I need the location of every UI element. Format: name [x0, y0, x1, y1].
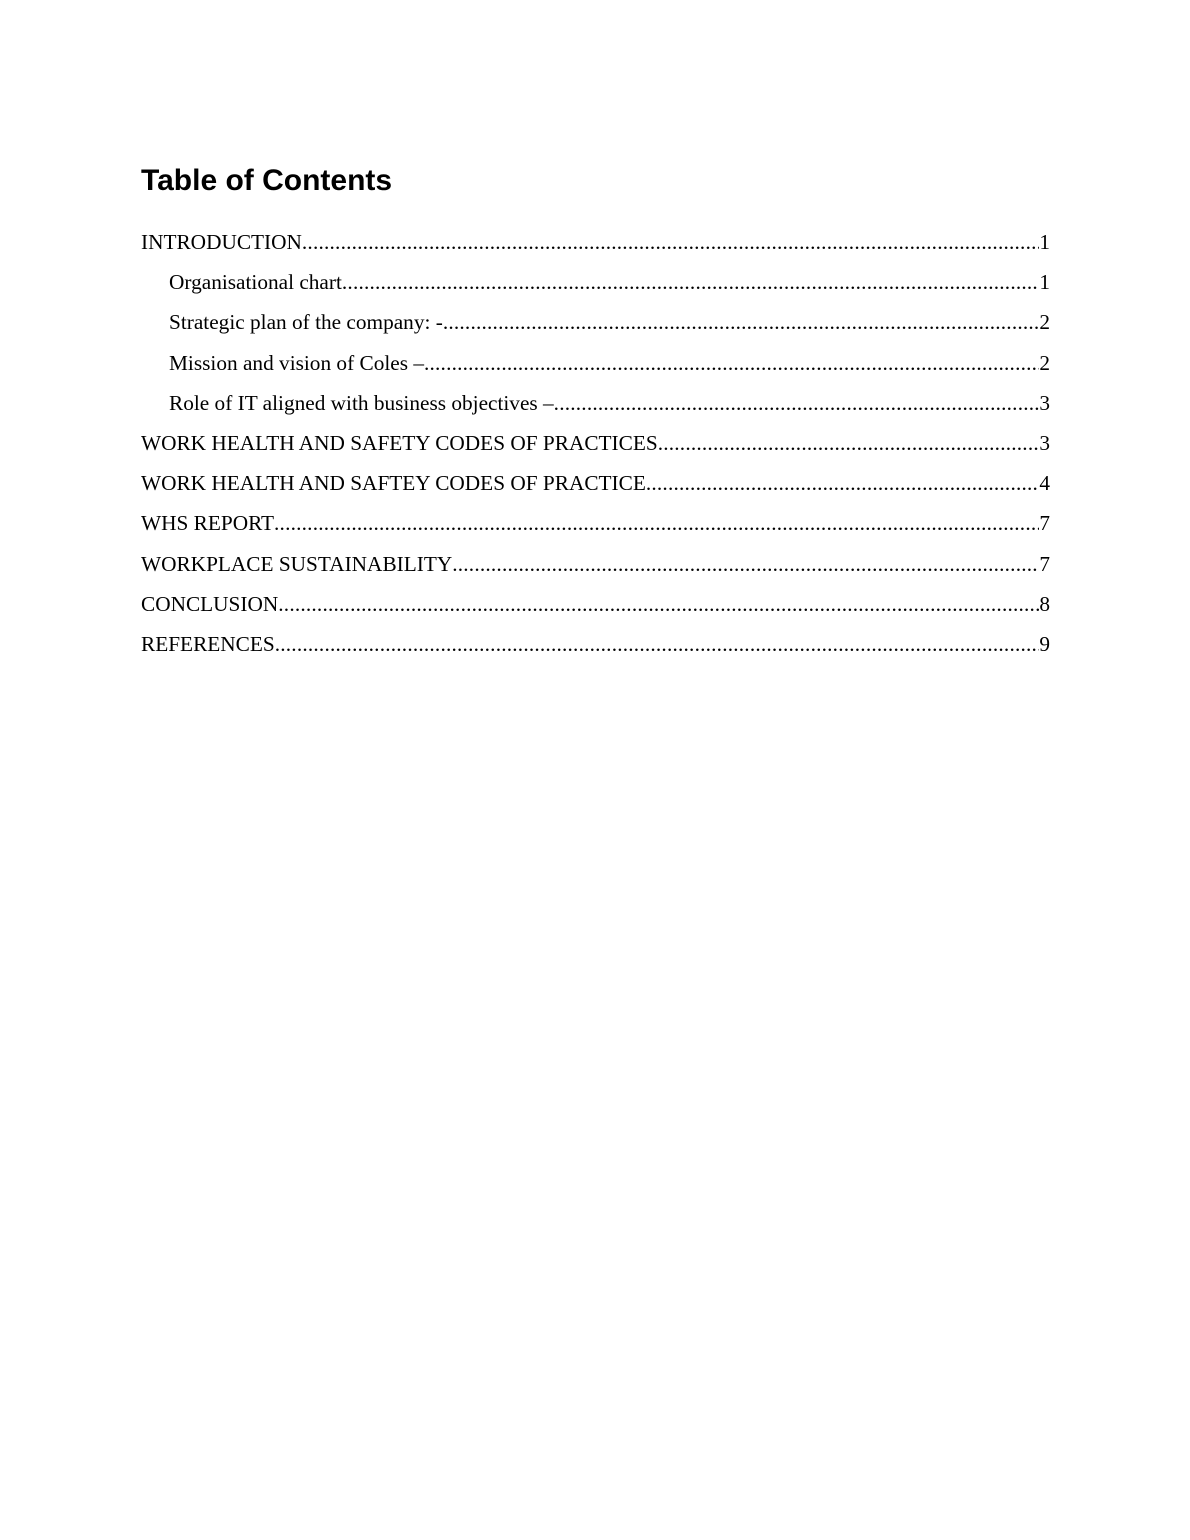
toc-entry-strategic-plan[interactable] — [141, 308, 1050, 348]
toc-entry-text: WORKPLACE SUSTAINABILITY — [141, 551, 453, 576]
toc-page-number: 8 — [1039, 591, 1050, 616]
toc-entry-text: WHS REPORT — [141, 511, 275, 536]
toc-title: Table of Contents — [141, 164, 393, 197]
toc-entry-whs-codes-of-practices[interactable] — [141, 429, 1050, 469]
toc-dot-leader — [646, 469, 1039, 497]
toc-page-number: 1 — [1039, 270, 1050, 295]
toc-entry-references[interactable] — [141, 630, 1050, 670]
toc-page-number: 9 — [1039, 631, 1050, 656]
toc-entry-text: Mission and vision of Coles – — [169, 350, 424, 375]
toc-page-number: 2 — [1039, 350, 1050, 375]
toc-dot-leader — [443, 308, 1040, 336]
toc-entry-text: WORK HEALTH AND SAFTEY CODES OF PRACTICE — [141, 471, 646, 496]
toc-entry-workplace-sustainability[interactable] — [141, 550, 1050, 590]
toc-dot-leader — [554, 389, 1040, 417]
toc-dot-leader — [302, 228, 1039, 256]
toc-page-number: 7 — [1039, 551, 1050, 576]
toc-entry-conclusion[interactable] — [141, 590, 1050, 630]
toc-entry-text: INTRODUCTION — [141, 230, 302, 254]
toc-dot-leader — [274, 509, 1039, 537]
toc-page-number: 3 — [1039, 390, 1050, 415]
toc-dot-leader — [452, 550, 1039, 578]
toc-entry-introduction[interactable] — [141, 228, 1050, 268]
toc-dot-leader — [275, 630, 1040, 658]
toc-entry-text: REFERENCES — [141, 631, 275, 656]
toc-entry-whs-report[interactable] — [141, 509, 1050, 549]
table-of-contents — [141, 228, 1050, 670]
toc-dot-leader — [342, 268, 1039, 296]
toc-entry-text: CONCLUSION — [141, 591, 279, 616]
toc-entry-organisational-chart[interactable] — [141, 268, 1050, 308]
toc-entry-text: Organisational chart — [169, 270, 342, 295]
toc-dot-leader — [658, 429, 1040, 457]
toc-entry-role-of-it[interactable] — [141, 389, 1050, 429]
toc-page-number: 2 — [1039, 310, 1050, 335]
toc-entry-mission-vision[interactable] — [141, 349, 1050, 389]
toc-entry-text: WORK HEALTH AND SAFETY CODES OF PRACTICES — [141, 430, 658, 455]
toc-dot-leader — [278, 590, 1039, 618]
toc-entry-whs-codes-of-practice[interactable] — [141, 469, 1050, 509]
toc-page-number: 1 — [1039, 230, 1050, 254]
toc-page-number: 7 — [1039, 511, 1050, 536]
toc-entry-text: Strategic plan of the company: - — [169, 310, 443, 335]
toc-page-number: 3 — [1039, 430, 1050, 455]
toc-entry-text: Role of IT aligned with business objectives – — [169, 390, 554, 415]
toc-dot-leader — [424, 349, 1039, 377]
toc-page-number: 4 — [1039, 471, 1050, 496]
